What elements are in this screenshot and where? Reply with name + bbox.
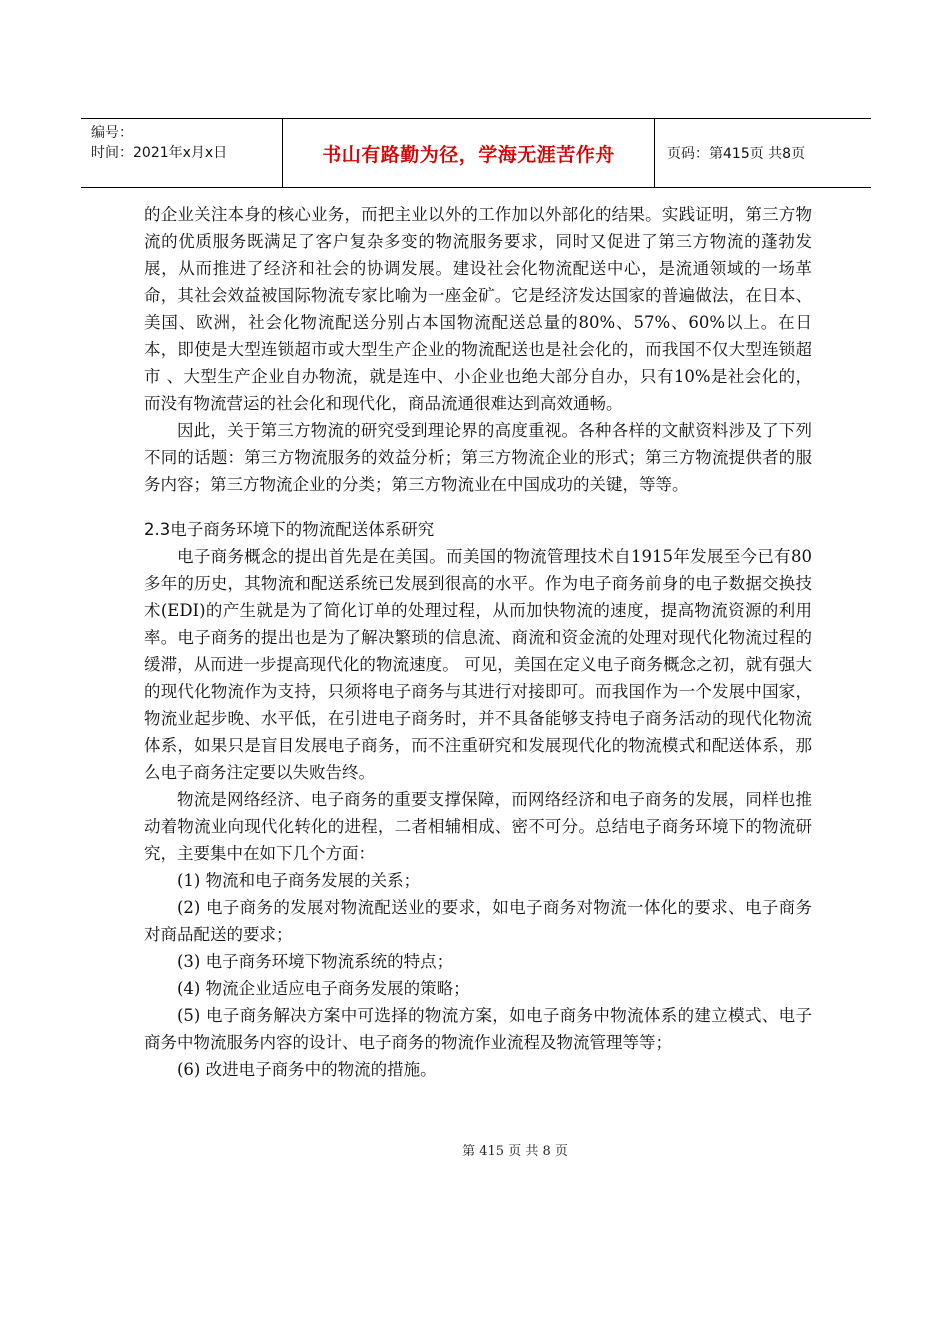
section-heading: 2.3电子商务环境下的物流配送体系研究 — [144, 520, 435, 539]
document-body — [144, 201, 812, 1083]
document-number-label: 编号： — [91, 125, 133, 141]
body-paragraph: 因此，关于第三方物流的研究受到理论界的高度重视。各种各样的文献资料涉及了下列不同的话题：第三方物流服务的效益分析；第三方物流企业的形式；第三方物流提供者的服务内容；第三方物流企业的分类；第三方物流业在中国成功的关键，等等。 — [144, 421, 812, 494]
list-item: (1) 物流和电子商务发展的关系； — [177, 871, 421, 890]
header-page-info: 页码：第415页 共8页 — [667, 146, 806, 162]
list-item: (2) 电子商务的发展对物流配送业的要求，如电子商务对物流一体化的要求、电子商务对商品配送的要求； — [144, 898, 812, 944]
body-paragraph: 物流是网络经济、电子商务的重要支撑保障，而网络经济和电子商务的发展，同样也推动着物流业向现代化转化的进程，二者相辅相成、密不可分。总结电子商务环境下的物流研究，主要集中在如下几个方面： — [144, 790, 812, 863]
list-item: (3) 电子商务环境下物流系统的特点； — [177, 952, 454, 971]
header-meta — [81, 119, 283, 187]
list-item: (6) 改进电子商务中的物流的措施。 — [177, 1060, 437, 1079]
header-motto: 书山有路勤为径，学海无涯苦作舟 — [283, 119, 655, 187]
list-item: (5) 电子商务解决方案中可选择的物流方案，如电子商务中物流体系的建立模式、电子商务中物流服务内容的设计、电子商务的物流作业流程及物流管理等等； — [144, 1006, 812, 1052]
body-paragraph: 电子商务概念的提出首先是在美国。而美国的物流管理技术自1915年发展至今已有80多年的历史，其物流和配送系统已发展到很高的水平。作为电子商务前身的电子数据交换技术(EDI)的产生就是为了简化订单的处理过程，从而加快物流的速度，提高物流资源的利用率。电子商务的提出也是为了解决繁琐的信息流、商流和资金流的处理对现代化物流过程的缓滞，从而进一步提高现代化的物流速度。 可见，美国在定义电子商务概念之初，就有强大的现代化物流作为支持，只须将电子商务与其进行对接即可。而我国作为一个发展中国家，物流业起步晚、水平低，在引进电子商务时，并不具备能够支持电子商务活动的现代化物流体系，如果只是盲目发展电子商务，而不注重研究和发展现代化的物流模式和配送体系，那么电子商务注定要以失败告终。 — [144, 547, 812, 782]
page-footer: 第 415 页 共 8 页 — [462, 1144, 568, 1159]
document-time-label: 时间：2021年x月x日 — [91, 145, 228, 161]
body-paragraph: 的企业关注本身的核心业务，而把主业以外的工作加以外部化的结果。实践证明，第三方物流的优质服务既满足了客户复杂多变的物流服务要求，同时又促进了第三方物流的蓬勃发展，从而推进了经济和社会的协调发展。建设社会化物流配送中心，是流通领域的一场革命，其社会效益被国际物流专家比喻为一座金矿。它是经济发达国家的普遍做法，在日本、美国、欧洲，社会化物流配送分别占本国物流配送总量的80%、57%、60%以上。在日本，即使是大型连锁超市或大型生产企业的物流配送也是社会化的，而我国不仅大型连锁超市 、大型生产企业自办物流，就是连中、小企业也绝大部分自办，只有10%是社会化的，而没有物流营运的社会化和现代化，商品流通很难达到高效通畅。 — [144, 205, 812, 413]
page-header — [81, 118, 871, 188]
list-item: (4) 物流企业适应电子商务发展的策略； — [177, 979, 470, 998]
